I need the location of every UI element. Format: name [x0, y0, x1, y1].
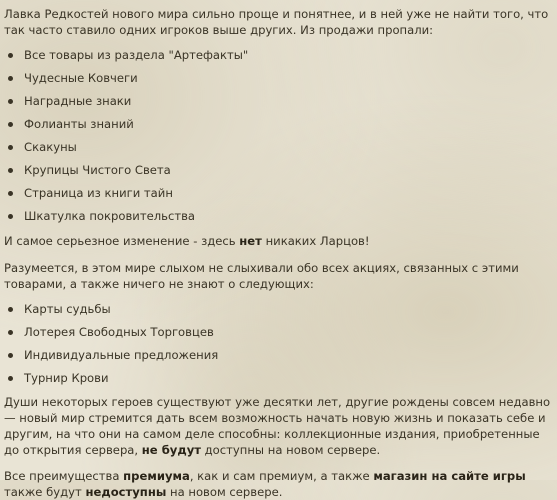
- premium-text-4: на новом сервере.: [166, 485, 283, 499]
- unknown-intro-paragraph: Разумеется, в этом мире слыхом не слыхивали обо всех акциях, связанных с этими товарами, а также ничего не знают о следующих:: [4, 261, 519, 291]
- premium-bold-2: магазин на сайте игры: [373, 469, 526, 483]
- list-item: Лотерея Свободных Торговцев: [4, 324, 552, 347]
- premium-text-2: , как и сам премиум, а также: [189, 469, 374, 483]
- change-text-after: никаких Ларцов!: [261, 234, 370, 248]
- change-bold: нет: [239, 234, 262, 248]
- list-item: Все товары из раздела "Артефакты": [4, 47, 552, 70]
- list-item: Фолианты знаний: [4, 116, 552, 139]
- list-item: Карты судьбы: [4, 301, 552, 324]
- list-item: Турнир Крови: [4, 370, 552, 393]
- list-item: Скакуны: [4, 139, 552, 162]
- list-item: Чудесные Ковчеги: [4, 70, 552, 93]
- souls-paragraph: [4, 394, 552, 458]
- premium-bold-1: премиума: [123, 469, 190, 483]
- premium-text-1: Все преимущества: [4, 469, 124, 483]
- change-paragraph: [4, 233, 552, 249]
- change-text-before: И самое серьезное изменение - здесь: [4, 234, 240, 248]
- premium-text-3: также будут: [4, 485, 86, 499]
- list-item: Крупицы Чистого Света: [4, 162, 552, 185]
- souls-text-after: доступны на новом сервере.: [200, 443, 381, 457]
- removed-items-list: [4, 47, 552, 231]
- souls-bold: не будут: [141, 443, 201, 457]
- unknown-items-list: [4, 301, 552, 393]
- intro-paragraph: Лавка Редкостей нового мира сильно проще и понятнее, и в ней уже не найти того, что так часто ставило одних игроков выше других. Из продажи пропали:: [4, 7, 549, 37]
- list-item: Шкатулка покровительства: [4, 208, 552, 231]
- list-item: Страница из книги тайн: [4, 185, 552, 208]
- list-item: Индивидуальные предложения: [4, 347, 552, 370]
- souls-text-before: Души некоторых героев существуют уже десятки лет, другие рождены совсем недавно — новый мир стремится дать всем возможность начать новую жизнь и показать себе и другим, на что они на самом деле способны: коллекционные издания, приобретенные до открытия сервера,: [4, 395, 551, 457]
- article-content: [4, 0, 552, 500]
- premium-paragraph: [4, 468, 552, 500]
- premium-bold-3: недоступны: [85, 485, 167, 499]
- list-item: Наградные знаки: [4, 93, 552, 116]
